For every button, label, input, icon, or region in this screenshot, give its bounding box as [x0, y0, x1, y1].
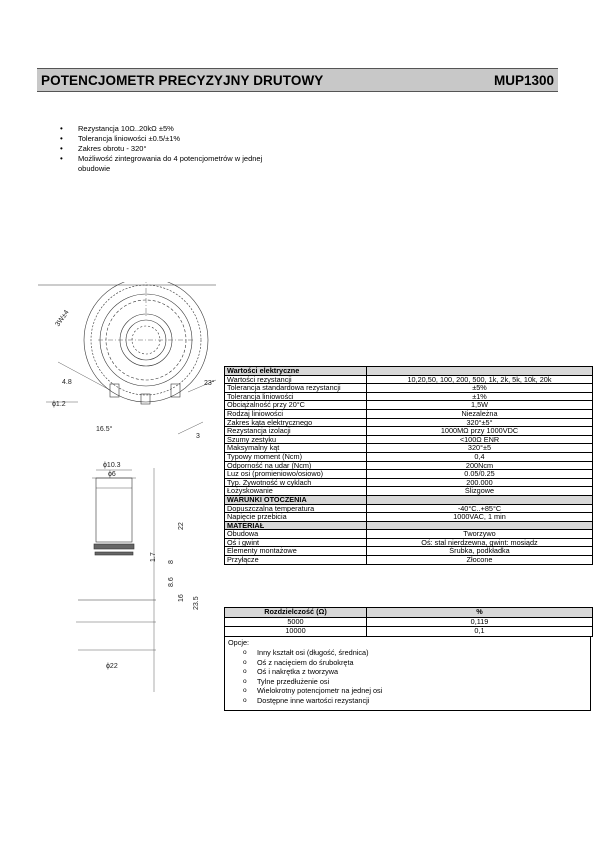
- option-item: o Inny kształt osi (długość, średnica): [229, 648, 382, 658]
- table-header: [225, 608, 593, 618]
- options-box: [224, 636, 591, 711]
- section-header: [225, 495, 593, 504]
- percent-value: 0,1: [367, 627, 593, 637]
- param-value: Oś: stal nierdzewna, gwint: mosiądz: [367, 538, 593, 547]
- param-name: Rodzaj liniowości: [225, 409, 367, 418]
- section-title: MATERIAŁ: [225, 521, 367, 530]
- resolution-value: 10000: [225, 627, 367, 637]
- option-item: o Oś z nacięciem do śrubokręta: [229, 658, 382, 668]
- param-value: ±5%: [367, 384, 593, 393]
- param-value: 200Ncm: [367, 461, 593, 470]
- param-value: <100Ω ENR: [367, 435, 593, 444]
- param-value: Złocone: [367, 556, 593, 565]
- param-value: Ślizgowe: [367, 487, 593, 496]
- param-value: 1000VAC, 1 min: [367, 513, 593, 522]
- technical-drawing: [38, 282, 223, 692]
- model-number: MUP1300: [493, 73, 554, 88]
- section-header: [225, 367, 593, 376]
- param-value: 10,20,50, 100, 200, 500, 1k, 2k, 5k, 10k, 20k: [367, 375, 593, 384]
- table-row: [225, 470, 593, 479]
- table-row: [225, 478, 593, 487]
- table-row: [225, 427, 593, 436]
- percent-value: 0,119: [367, 617, 593, 627]
- param-value: 320°±5: [367, 444, 593, 453]
- section-title: WARUNKI OTOCZENIA: [225, 495, 367, 504]
- spec-table: [224, 366, 593, 565]
- dim-label: 23.5: [193, 596, 200, 610]
- dim-label: 16.5°: [96, 426, 113, 433]
- param-name: Tolerancja standardowa rezystancji: [225, 384, 367, 393]
- section-blank: [367, 367, 593, 376]
- param-name: Łożyskowanie: [225, 487, 367, 496]
- column-header: %: [367, 608, 593, 618]
- table-row: [225, 627, 593, 637]
- table-row: [225, 384, 593, 393]
- options-list: [229, 648, 382, 706]
- dim-label: 1.7: [150, 552, 157, 562]
- table-row: [225, 547, 593, 556]
- table-row: [225, 452, 593, 461]
- dim-label: 16: [178, 594, 185, 602]
- option-item: o Oś i nakrętka z tworzywa: [229, 667, 382, 677]
- param-name: Tolerancja liniowości: [225, 392, 367, 401]
- param-value: 0,4: [367, 452, 593, 461]
- dim-label: 3: [196, 433, 200, 440]
- dim-label: 3W±4: [54, 309, 71, 329]
- param-name: Zakres kąta elektrycznego: [225, 418, 367, 427]
- feature-list: [60, 124, 290, 174]
- table-row: [225, 409, 593, 418]
- table-row: [225, 513, 593, 522]
- dim-label: ϕ6: [108, 471, 116, 478]
- dim-label: 4.8: [62, 379, 72, 386]
- option-item: o Wielokrotny potencjometr na jednej osi: [229, 686, 382, 696]
- param-value: -40°C..+85°C: [367, 504, 593, 513]
- feature-item: • Możliwość zintegrowania do 4 potencjometrów w jednej obudowie: [60, 154, 290, 174]
- param-name: Szumy zestyku: [225, 435, 367, 444]
- dim-label: 23°: [204, 380, 215, 387]
- column-header: Rozdzielczość (Ω): [225, 608, 367, 618]
- param-value: 1,5W: [367, 401, 593, 410]
- param-value: Tworzywo: [367, 530, 593, 539]
- param-value: Niezależna: [367, 409, 593, 418]
- param-name: Obciążalność przy 20°C: [225, 401, 367, 410]
- dim-label: ϕ22: [106, 663, 118, 670]
- param-name: Typ. Żywotność w cyklach: [225, 478, 367, 487]
- section-blank: [367, 495, 593, 504]
- dim-label: 8: [168, 560, 175, 564]
- resolution-table: [224, 607, 593, 637]
- param-name: Luz osi (promieniowo/osiowo): [225, 470, 367, 479]
- param-value: 320°±5°: [367, 418, 593, 427]
- param-value: 200.000: [367, 478, 593, 487]
- param-name: Rezystancja izolacji: [225, 427, 367, 436]
- options-label: Opcje:: [228, 638, 250, 647]
- dim-label: ϕ10.3: [103, 462, 121, 469]
- param-name: Oś i gwint: [225, 538, 367, 547]
- param-value: Śrubka, podkładka: [367, 547, 593, 556]
- param-name: Odporność na udar (Ncm): [225, 461, 367, 470]
- param-name: Przyłącze: [225, 556, 367, 565]
- dim-label: 22: [178, 522, 185, 530]
- param-value: 1000MΩ przy 1000VDC: [367, 427, 593, 436]
- page-title: POTENCJOMETR PRECYZYJNY DRUTOWY: [41, 73, 324, 88]
- title-bar: [37, 68, 558, 92]
- table-row: [225, 435, 593, 444]
- section-header: [225, 521, 593, 530]
- option-item: o Tylne przedłużenie osi: [229, 677, 382, 687]
- feature-item: • Rezystancja 10Ω..20kΩ ±5%: [60, 124, 290, 134]
- resolution-value: 5000: [225, 617, 367, 627]
- feature-item: • Tolerancja liniowości ±0.5/±1%: [60, 134, 290, 144]
- param-name: Elementy montażowe: [225, 547, 367, 556]
- param-name: Typowy moment (Ncm): [225, 452, 367, 461]
- dim-label: ϕ1.2: [52, 401, 66, 408]
- param-name: Wartości rezystancji: [225, 375, 367, 384]
- param-value: 0.05/0.25: [367, 470, 593, 479]
- param-name: Napięcie przebicia: [225, 513, 367, 522]
- section-title: Wartości elektryczne: [225, 367, 367, 376]
- table-row: [225, 556, 593, 565]
- param-name: Dopuszczalna temperatura: [225, 504, 367, 513]
- dim-label: 8.6: [168, 577, 175, 587]
- param-name: Maksymalny kąt: [225, 444, 367, 453]
- param-name: Obudowa: [225, 530, 367, 539]
- param-value: ±1%: [367, 392, 593, 401]
- table-row: [225, 617, 593, 627]
- option-item: o Dostępne inne wartości rezystancji: [229, 696, 382, 706]
- feature-item: • Zakres obrotu - 320°: [60, 144, 290, 154]
